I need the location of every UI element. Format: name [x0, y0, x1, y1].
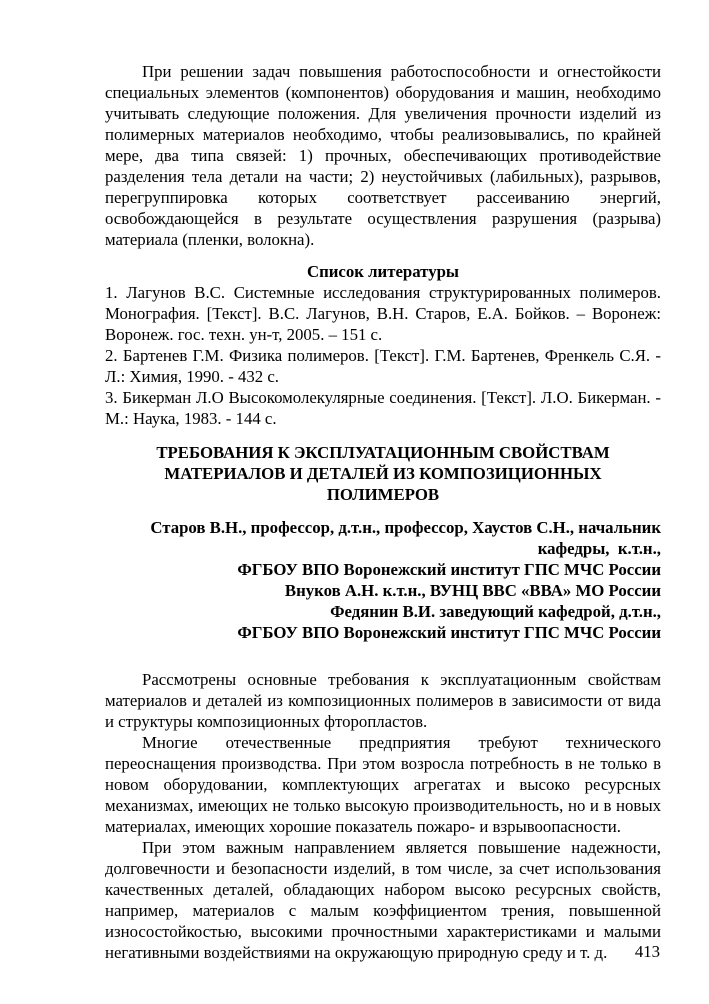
reference-item-2: 2. Бартенев Г.М. Физика полимеров. [Текст]. Г.М. Бартенев, Френкель С.Я. - Л.: Химия, 1990. - 432 с.: [105, 346, 661, 386]
abstract-paragraph: Рассмотрены основные требования к эксплуатационным свойствам материалов и деталей из композиционных полимеров в зависимости от вида и структуры композиционных фторопластов.: [105, 670, 661, 731]
author-affiliation: ФГБОУ ВПО Воронежский институт ГПС МЧС России: [237, 623, 661, 642]
intro-paragraph: При решении задач повышения работоспособности и огнестойкости специальных элементов (компонентов) оборудования и машин, необходимо учитывать следующие положения. Для увеличения прочности изделий из полимерных материалов необходимо, чтобы реализовывались, по крайней мере, два типа связей: 1) прочных, обеспечивающих противодействие разделения тела детали на части; 2) неустойчивых (лабильных), разрывов, перегруппировка которых соответствует рассеиванию энергий, освобождающейся в результате осуществления разрушения (разрыва) материала (пленки, волокна).: [105, 62, 661, 249]
body-paragraph: Многие отечественные предприятия требуют технического переоснащения производства. При этом возросла потребность в не только в новом оборудовании, комплектующих агрегатах и высоко ресурсных механизмах, имеющих не только высокую производительность, но и в новых материалах, имеющих хорошие показатель пожаро- и взрывоопасности.: [105, 733, 661, 836]
author-affiliation: ФГБОУ ВПО Воронежский институт ГПС МЧС России: [237, 560, 661, 579]
author-line: Федянин В.И. заведующий кафедрой, д.т.н.,: [330, 602, 661, 621]
article-title: ТРЕБОВАНИЯ К ЭКСПЛУАТАЦИОННЫМ СВОЙСТВАМ МАТЕРИАЛОВ И ДЕТАЛЕЙ ИЗ КОМПОЗИЦИОННЫХ ПОЛИМЕРОВ: [156, 443, 610, 504]
reference-item-1: 1. Лагунов В.С. Системные исследования структурированных полимеров. Монография. [Текст]. В.С. Лагунов, В.Н. Старов, Е.А. Бойков. – Воронеж: Воронеж. гос. техн. ун-т, 2005. – 151 с.: [105, 283, 661, 344]
author-line: Внуков А.Н. к.т.н., ВУНЦ ВВС «ВВА» МО России: [284, 581, 661, 600]
references-heading: Список литературы: [306, 262, 460, 281]
page-number: 413: [634, 942, 660, 961]
author-block: [105, 517, 666, 643]
body-paragraph: При этом важным направлением является повышение надежности, долговечности и безопасности изделий, в том числе, за счет использования качественных деталей, обладающих набором высоко ресурсных свойств, например, материалов с малым коэффициентом трения, повышенной износостойкостью, высокими прочностными характеристиками и малыми негативными воздействиями на окружающую природную среду и т. д.: [105, 838, 661, 962]
author-line: Старов В.Н., профессор, д.т.н., профессор, Хаустов С.Н., начальник кафедры, к.т.н.,: [150, 518, 666, 558]
reference-item-3: 3. Бикерман Л.О Высокомолекулярные соединения. [Текст]. Л.О. Бикерман. - М.: Наука, 1983. - 144 с.: [105, 388, 661, 428]
